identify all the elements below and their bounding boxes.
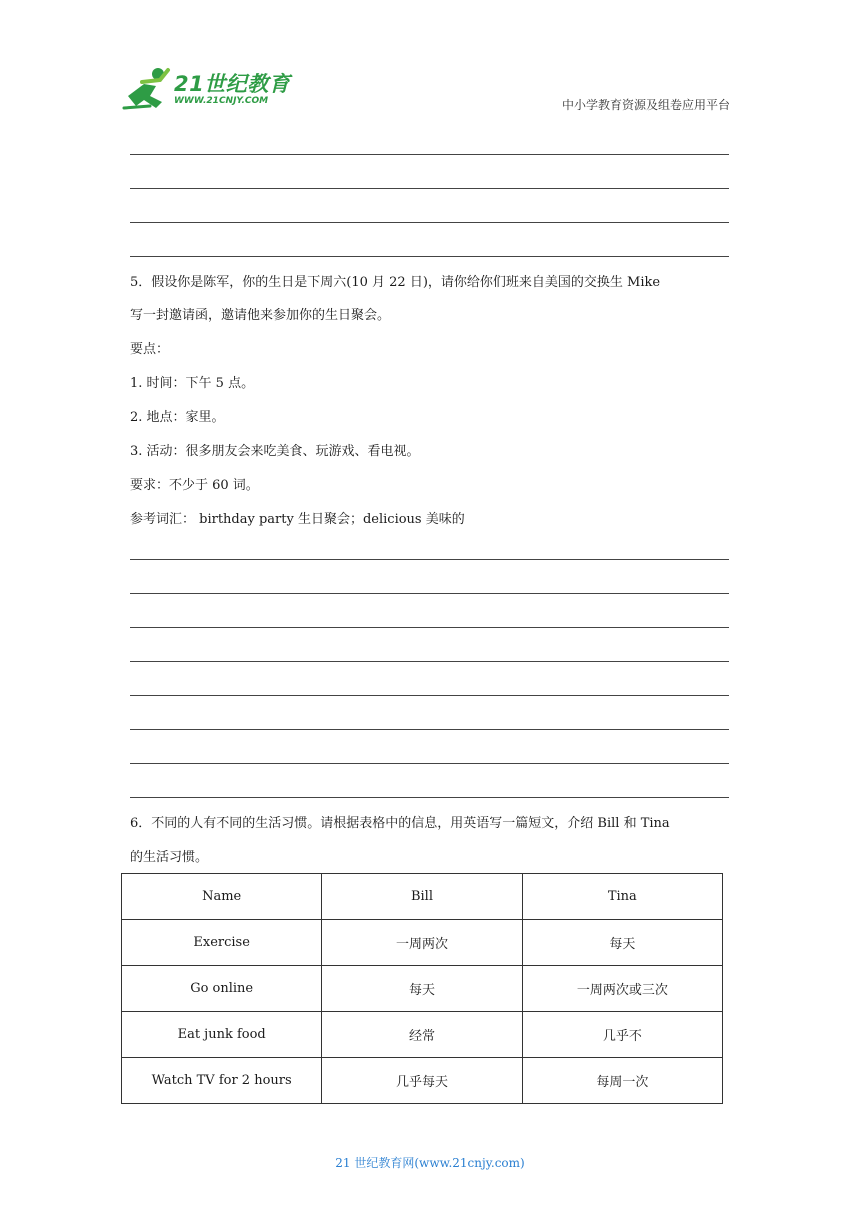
answer-line xyxy=(130,627,729,628)
answer-line xyxy=(130,729,729,730)
table-cell: 一周两次 xyxy=(322,920,522,966)
table-cell: 每天 xyxy=(322,966,522,1012)
answer-line xyxy=(130,154,729,155)
q5-point-place: 2. 地点：家里。 xyxy=(130,410,225,425)
q5-prompt-line1: 5．假设你是陈军，你的生日是下周六(10 月 22 日)，请你给你们班来自美国的交换生 Mike xyxy=(130,275,661,290)
table-cell: Go online xyxy=(122,966,322,1012)
logo-wordmark: 21世纪教育 xyxy=(174,72,291,96)
table-header-cell: Name xyxy=(122,874,322,920)
table-cell: Eat junk food xyxy=(122,1012,322,1058)
table-header-row xyxy=(122,874,723,920)
table-cell: 几乎每天 xyxy=(322,1058,522,1104)
table-cell: 每周一次 xyxy=(522,1058,722,1104)
answer-line xyxy=(130,559,729,560)
table-cell: 每天 xyxy=(522,920,722,966)
table-row xyxy=(122,1012,723,1058)
answer-line xyxy=(130,763,729,764)
table-cell: Watch TV for 2 hours xyxy=(122,1058,322,1104)
table-row xyxy=(122,1058,723,1104)
answer-line xyxy=(130,593,729,594)
table-row xyxy=(122,920,723,966)
q6-prompt-line1: 6．不同的人有不同的生活习惯。请根据表格中的信息，用英语写一篇短文，介绍 Bill 和 Tina xyxy=(130,816,670,831)
table-header-cell: Bill xyxy=(322,874,522,920)
answer-line xyxy=(130,256,729,257)
q5-point-time: 1. 时间：下午 5 点。 xyxy=(130,376,255,391)
q5-vocabulary: 参考词汇： birthday party 生日聚会；delicious 美味的 xyxy=(130,512,465,527)
runner-logo-icon xyxy=(122,66,172,112)
q6-prompt-line2: 的生活习惯。 xyxy=(130,850,209,865)
answer-line xyxy=(130,661,729,662)
q5-point-activities: 3. 活动：很多朋友会来吃美食、玩游戏、看电视。 xyxy=(130,444,420,459)
site-logo xyxy=(122,66,292,116)
table-cell: 一周两次或三次 xyxy=(522,966,722,1012)
page-header xyxy=(0,0,860,130)
footer-link[interactable]: 21 世纪教育网(www.21cnjy.com) xyxy=(335,1156,525,1170)
table-cell: 经常 xyxy=(322,1012,522,1058)
table-cell: Exercise xyxy=(122,920,322,966)
q5-points-label: 要点： xyxy=(130,342,170,357)
answer-line xyxy=(130,797,729,798)
answer-line xyxy=(130,188,729,189)
table-row xyxy=(122,966,723,1012)
platform-tagline: 中小学教育资源及组卷应用平台 xyxy=(561,98,730,112)
logo-url: WWW.21CNJY.COM xyxy=(174,96,269,106)
table-header-cell: Tina xyxy=(522,874,722,920)
table-cell: 几乎不 xyxy=(522,1012,722,1058)
q5-requirement: 要求：不少于 60 词。 xyxy=(130,478,259,493)
q5-prompt-line2: 写一封邀请函，邀请他来参加你的生日聚会。 xyxy=(130,308,391,323)
habits-table xyxy=(121,873,723,1104)
answer-line xyxy=(130,222,729,223)
answer-line xyxy=(130,695,729,696)
